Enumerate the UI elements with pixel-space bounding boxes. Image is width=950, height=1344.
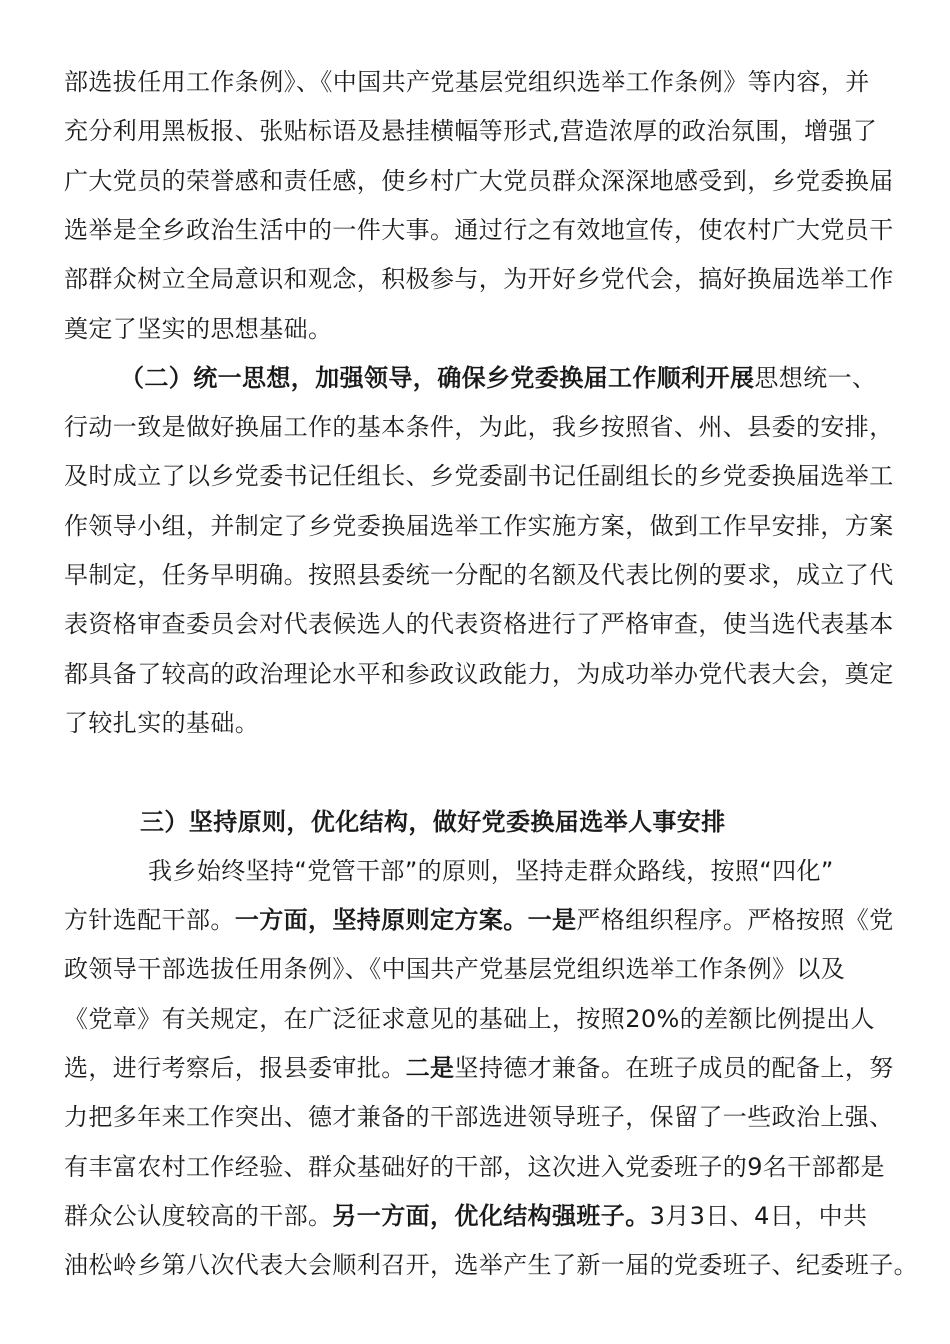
text-line (64, 600, 894, 649)
text-line (64, 847, 834, 896)
text-line (64, 305, 332, 354)
text-line (64, 107, 877, 156)
text-line (64, 945, 845, 994)
text-segment: 及时成立了以乡党委书记任组长、乡党委副书记任副组长的乡党委换届选举工 (64, 462, 894, 491)
bold-phrase: 二是 (405, 1054, 455, 1082)
text-segment: 广大党员的荣誉感和责任感，使乡村广大党员群众深深地感受到，乡党委换届 (64, 166, 894, 195)
text-segment: 坚持德才兼备。在班子成员的配备上，努 (454, 1054, 894, 1082)
text-line (64, 206, 894, 255)
text-line (64, 1044, 894, 1093)
text-segment: 部选拔任用工作条例》、《中国共产党基层党组织选举工作条例》等内容，并 (64, 68, 870, 96)
text-line (64, 1143, 885, 1192)
text-segment: 作领导小组，并制定了乡党委换届选举工作实施方案，做到工作早安排，方案 (64, 511, 894, 540)
bold-phrase: 一方面，坚持原则定方案。一是 (234, 906, 577, 935)
text-segment: 都具备了较高的政治理论水平和参政议政能力，为成功举办党代表大会，奠定 (64, 659, 894, 688)
text-segment: 奠定了坚实的思想基础。 (64, 314, 333, 343)
text-line (64, 798, 726, 847)
text-segment: 3月3日、4日，中共 (649, 1201, 868, 1230)
text-segment: 选举是全乡政治生活中的一件大事。通过行之有效地宣传，使农村广大党员干 (64, 215, 894, 244)
text-segment: 油松岭乡第八次代表大会顺利召开，选举产生了新一届的党委班子、纪委班子。 (64, 1251, 918, 1280)
text-segment: 表资格审查委员会对代表候选人的代表资格进行了严格审查，使当选代表基本 (64, 610, 894, 639)
text-line (64, 452, 894, 501)
text-segment: 充分利用黑板报、张贴标语及悬挂横幅等形式,营造浓厚的政治氛围，增强了 (64, 117, 878, 146)
text-line (64, 699, 259, 748)
text-segment: 严格组织程序。严格按照《党 (576, 906, 894, 935)
text-segment: 政领导干部选拔任用条例》、《中国共产党基层党组织选举工作条例》以及 (64, 955, 846, 984)
text-segment: 《党章》有关规定，在广泛征求意见的基础上，按照20%的差额比例提出人 (64, 1004, 875, 1033)
text-line (64, 551, 894, 600)
text-segment: 思想统一、 (754, 363, 877, 392)
text-line (64, 403, 894, 452)
text-line (64, 1093, 894, 1142)
text-line (64, 650, 894, 699)
bold-phrase: （二）统一思想，加强领导，确保乡党委换届工作顺利开展 (120, 363, 755, 392)
text-line (64, 1241, 918, 1290)
text-segment: 行动一致是做好换届工作的基本条件，为此，我乡按照省、州、县委的安排， (64, 413, 894, 442)
text-line (64, 995, 875, 1044)
text-line (64, 157, 894, 206)
text-line (64, 1192, 867, 1241)
text-segment: 群众公认度较高的干部。 (64, 1201, 333, 1230)
bold-phrase: 另一方面，优化结构强班子。 (332, 1201, 650, 1230)
text-line (64, 354, 876, 403)
text-segment: 我乡始终坚持“党管干部”的原则，坚持走群众路线，按照“四化” (148, 856, 834, 885)
text-segment: 早制定，任务早明确。按照县委统一分配的名额及代表比例的要求，成立了代 (64, 561, 894, 589)
text-line (64, 255, 894, 304)
text-line (64, 58, 870, 107)
text-line (64, 502, 894, 551)
text-line (64, 896, 894, 945)
text-segment: 了较扎实的基础。 (64, 708, 260, 737)
text-segment: 有丰富农村工作经验、群众基础好的干部，这次进入党委班子的9名干部都是 (64, 1152, 885, 1181)
text-segment: 部群众树立全局意识和观念，积极参与，为开好乡党代会，搞好换届选举工作 (64, 265, 894, 294)
text-segment: 选，进行考察后，报县委审批。 (64, 1054, 406, 1082)
text-segment: 力把多年来工作突出、德才兼备的干部选进领导班子，保留了一些政治上强、 (64, 1103, 894, 1132)
bold-phrase: 三）坚持原则，优化结构，做好党委换届选举人事安排 (140, 807, 726, 836)
text-segment: 方针选配干部。 (64, 906, 235, 935)
